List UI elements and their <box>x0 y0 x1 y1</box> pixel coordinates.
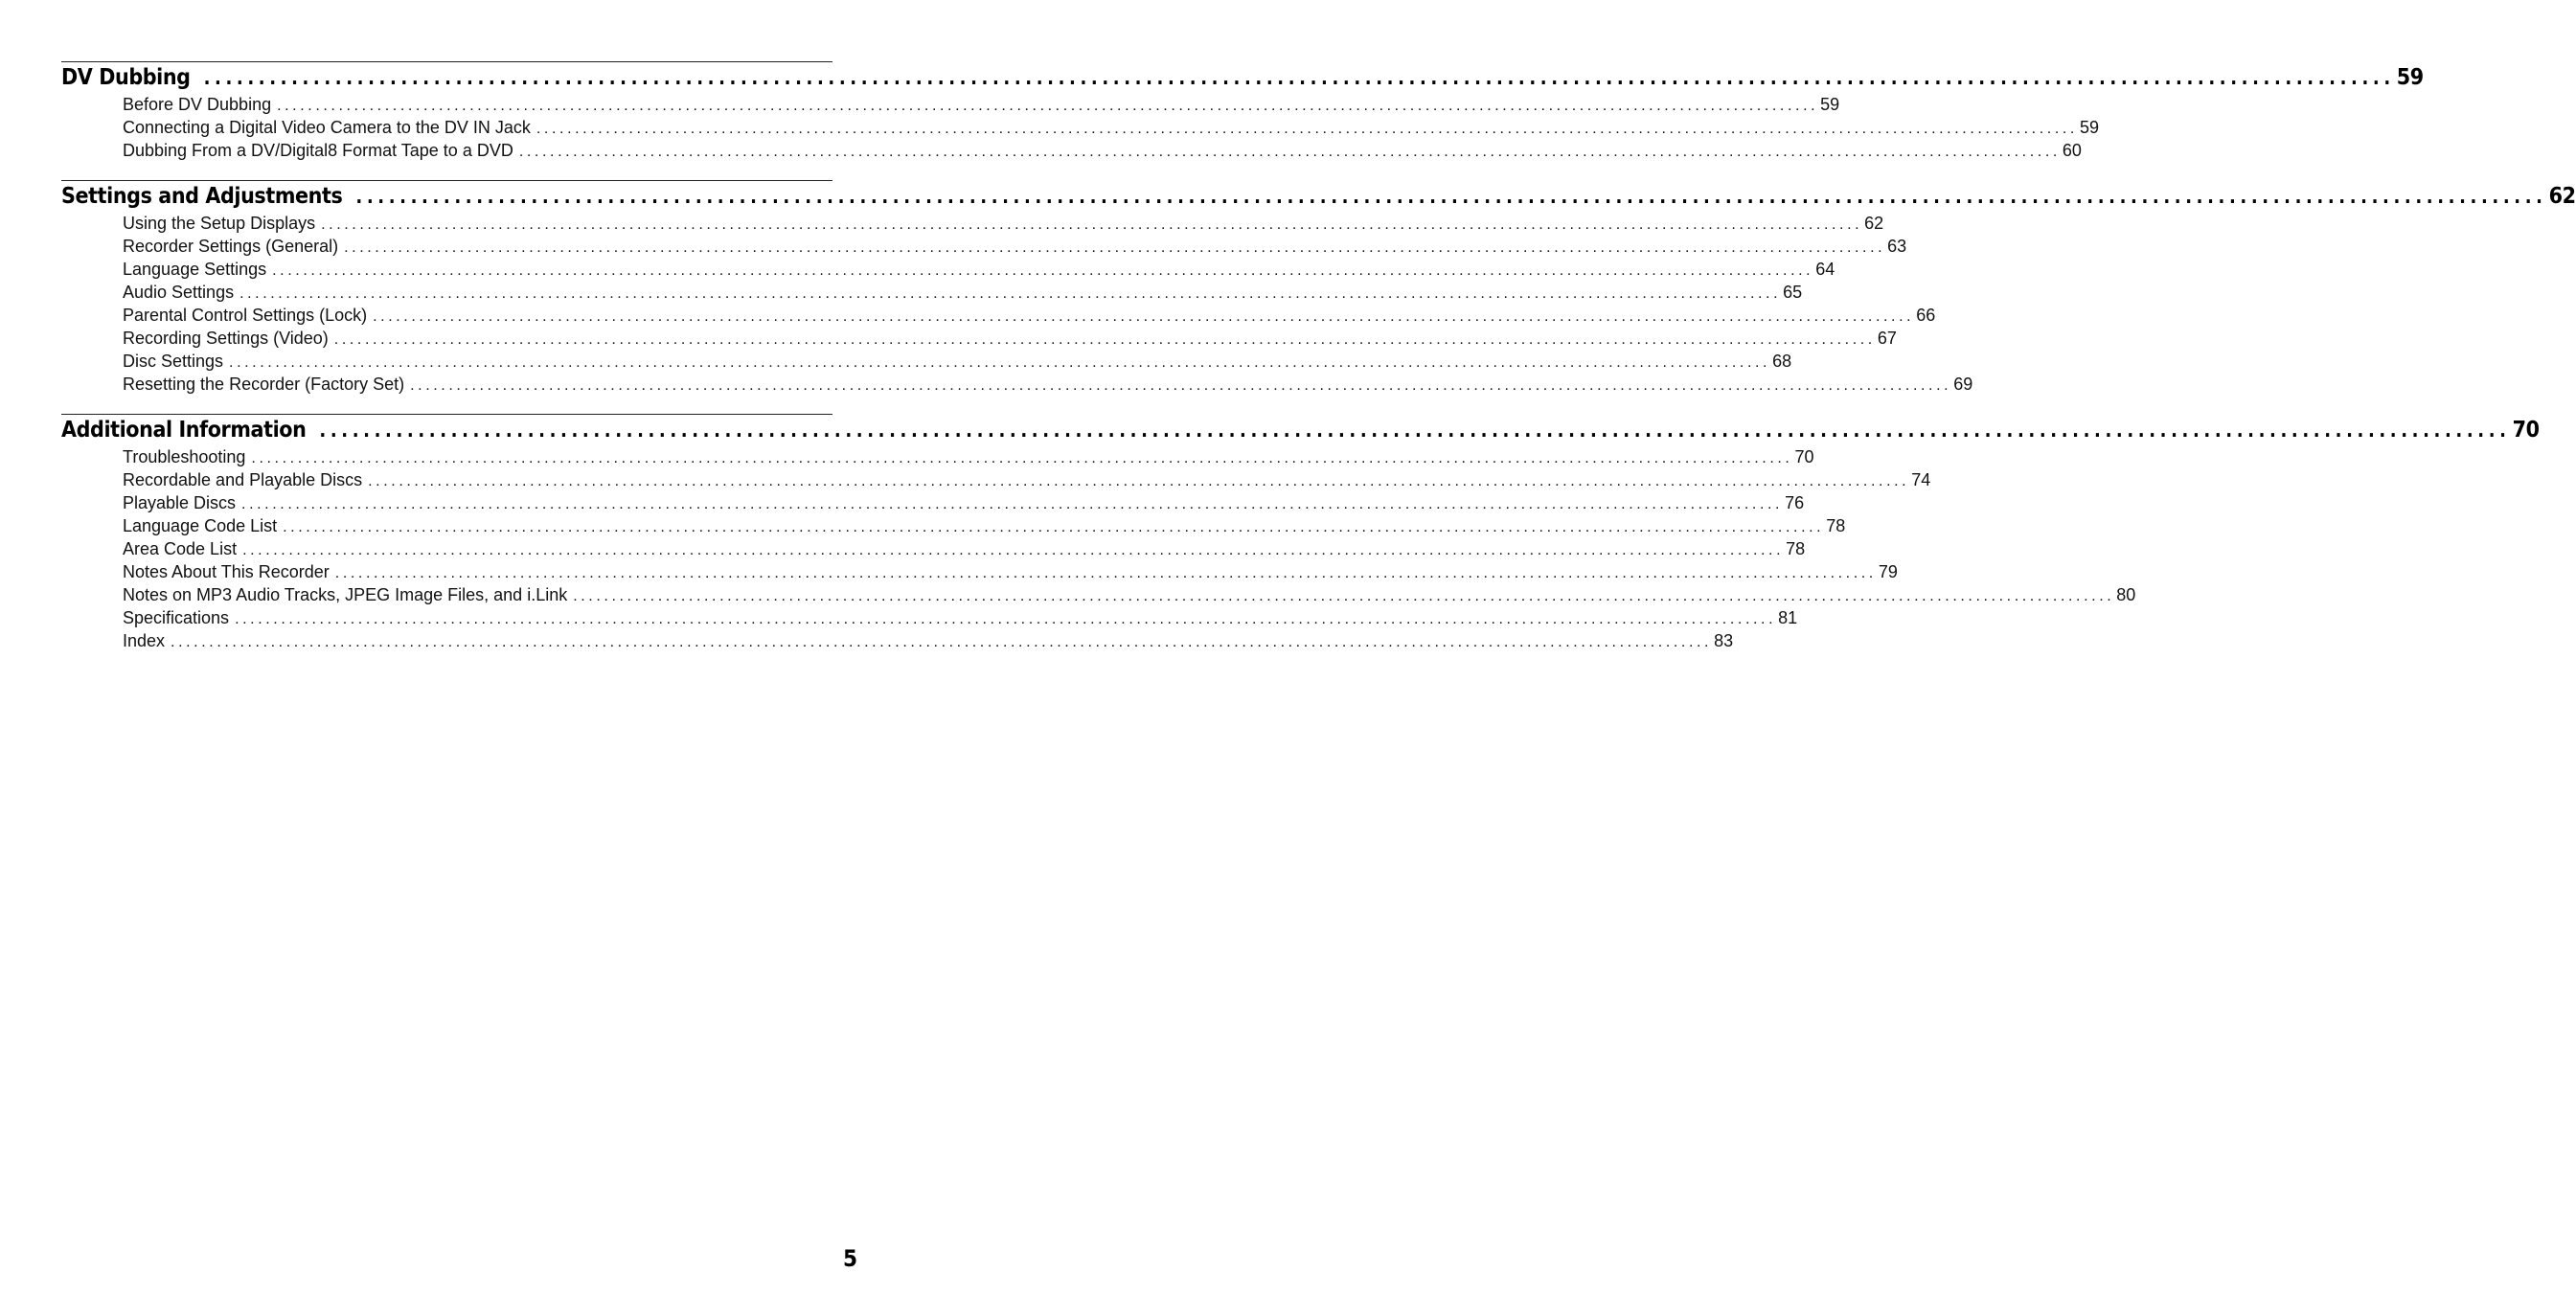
section-page: 70 <box>2512 418 2540 443</box>
dot-leader: ........................................................................................................................................................................................................ <box>368 473 1910 489</box>
toc-entry[interactable] <box>123 375 1973 398</box>
entry-page: 69 <box>1953 375 1973 394</box>
entry-label: Playable Discs <box>123 493 237 512</box>
dot-leader: ........................................................................................................................................................................................................ <box>573 588 2115 604</box>
dot-leader: ........................................................................................................................................................................................................ <box>277 98 1819 114</box>
entry-label: Parental Control Settings (Lock) <box>123 306 368 325</box>
entry-label: Audio Settings <box>123 283 235 302</box>
dot-leader: ........................................................................................................................................................................................................ <box>333 331 1876 348</box>
toc-entry[interactable] <box>123 306 1936 329</box>
toc-entry[interactable] <box>123 329 1897 352</box>
toc-entry[interactable] <box>123 447 1814 470</box>
entry-label: Disc Settings <box>123 352 224 371</box>
toc-entry[interactable] <box>123 95 1840 118</box>
entry-label: Recorder Settings (General) <box>123 237 339 256</box>
entry-page: 60 <box>2062 141 2082 160</box>
dot-leader: ........................................................................................................................................................................................................ <box>251 450 1793 466</box>
entry-label: Specifications <box>123 608 230 627</box>
entry-page: 59 <box>1820 95 1840 114</box>
entry-label: Troubleshooting <box>123 447 246 466</box>
entry-page: 66 <box>1916 306 1936 325</box>
entry-label: Dubbing From a DV/Digital8 Format Tape to a DVD <box>123 141 513 160</box>
entry-page: 81 <box>1778 608 1798 627</box>
toc-entry[interactable] <box>123 283 1803 306</box>
page-number: 5 <box>843 1245 858 1272</box>
section-entries <box>123 214 1973 398</box>
entry-label: Resetting the Recorder (Factory Set) <box>123 375 405 394</box>
section-page: 59 <box>2396 65 2424 90</box>
section-page: 62 <box>2548 184 2576 209</box>
toc-entry[interactable] <box>123 141 2082 164</box>
dot-leader: ........................................................................................................................................................................................................ <box>321 216 1863 233</box>
entry-page: 70 <box>1794 447 1814 466</box>
section-heading[interactable] <box>61 184 2576 214</box>
dot-leader: ........................................................................................................................................................................................................ <box>536 121 2078 137</box>
toc-entry[interactable] <box>123 631 1734 654</box>
entry-page: 62 <box>1864 214 1884 233</box>
entry-label: Index <box>123 631 166 650</box>
dot-leader: ........................................................................................................................................................................................................ <box>235 611 1777 627</box>
entry-label: Language Settings <box>123 260 267 279</box>
entry-page: 68 <box>1772 352 1792 371</box>
dot-leader: ........................................................................................................................................................................................................ <box>203 66 2395 89</box>
entry-label: Recordable and Playable Discs <box>123 470 363 489</box>
toc-section-additional-information <box>61 414 2540 654</box>
entry-label: Using the Setup Displays <box>123 214 316 233</box>
entry-page: 64 <box>1815 260 1835 279</box>
section-title: Additional Information <box>61 418 307 443</box>
entry-page: 83 <box>1714 631 1734 650</box>
toc-entry[interactable] <box>123 585 2136 608</box>
entry-page: 78 <box>1786 539 1806 558</box>
dot-leader: ........................................................................................................................................................................................................ <box>518 144 2061 160</box>
dot-leader: ........................................................................................................................................................................................................ <box>373 308 1915 325</box>
dot-leader: ........................................................................................................................................................................................................ <box>410 377 1952 394</box>
section-heading[interactable] <box>61 65 2424 95</box>
dot-leader: ........................................................................................................................................................................................................ <box>344 239 1886 256</box>
entry-page: 79 <box>1878 562 1898 581</box>
toc-entry[interactable] <box>123 470 1931 493</box>
toc-entry[interactable] <box>123 493 1805 516</box>
entry-page: 78 <box>1826 516 1846 535</box>
dot-leader: ........................................................................................................................................................................................................ <box>355 185 2547 208</box>
dot-leader: ........................................................................................................................................................................................................ <box>241 496 1784 512</box>
toc-entry[interactable] <box>123 352 1792 375</box>
entry-page: 67 <box>1877 329 1897 348</box>
dot-leader: ........................................................................................................................................................................................................ <box>242 542 1785 558</box>
entry-label: Notes About This Recorder <box>123 562 330 581</box>
section-heading[interactable] <box>61 418 2540 447</box>
dot-leader: ........................................................................................................................................................................................................ <box>319 419 2511 442</box>
toc-entry[interactable] <box>123 214 1884 237</box>
entry-label: Recording Settings (Video) <box>123 329 329 348</box>
toc-section-dv-dubbing <box>61 61 2424 164</box>
toc-entry[interactable] <box>123 237 1907 260</box>
section-entries <box>123 447 2136 654</box>
table-of-contents <box>61 61 2576 670</box>
section-entries <box>123 95 2099 164</box>
entry-label: Area Code List <box>123 539 238 558</box>
entry-label: Language Code List <box>123 516 278 535</box>
toc-entry[interactable] <box>123 562 1898 585</box>
dot-leader: ........................................................................................................................................................................................................ <box>272 262 1814 279</box>
toc-entry[interactable] <box>123 118 2099 141</box>
entry-page: 63 <box>1887 237 1907 256</box>
entry-page: 59 <box>2079 118 2099 137</box>
dot-leader: ........................................................................................................................................................................................................ <box>229 354 1771 371</box>
dot-leader: ........................................................................................................................................................................................................ <box>239 285 1782 302</box>
entry-label: Notes on MP3 Audio Tracks, JPEG Image Files, and i.Link <box>123 585 568 604</box>
toc-entry[interactable] <box>123 608 1798 631</box>
toc-section-settings-and-adjustments <box>61 180 2576 398</box>
entry-page: 80 <box>2116 585 2136 604</box>
toc-entry[interactable] <box>123 260 1835 283</box>
toc-entry[interactable] <box>123 539 1806 562</box>
entry-page: 65 <box>1783 283 1803 302</box>
dot-leader: ........................................................................................................................................................................................................ <box>171 634 1713 650</box>
section-title: Settings and Adjustments <box>61 184 343 209</box>
toc-entry[interactable] <box>123 516 1846 539</box>
dot-leader: ........................................................................................................................................................................................................ <box>334 565 1877 581</box>
section-title: DV Dubbing <box>61 65 191 90</box>
entry-page: 76 <box>1785 493 1805 512</box>
entry-page: 74 <box>1911 470 1931 489</box>
dot-leader: ........................................................................................................................................................................................................ <box>283 519 1825 535</box>
entry-label: Before DV Dubbing <box>123 95 272 114</box>
entry-label: Connecting a Digital Video Camera to the DV IN Jack <box>123 118 531 137</box>
